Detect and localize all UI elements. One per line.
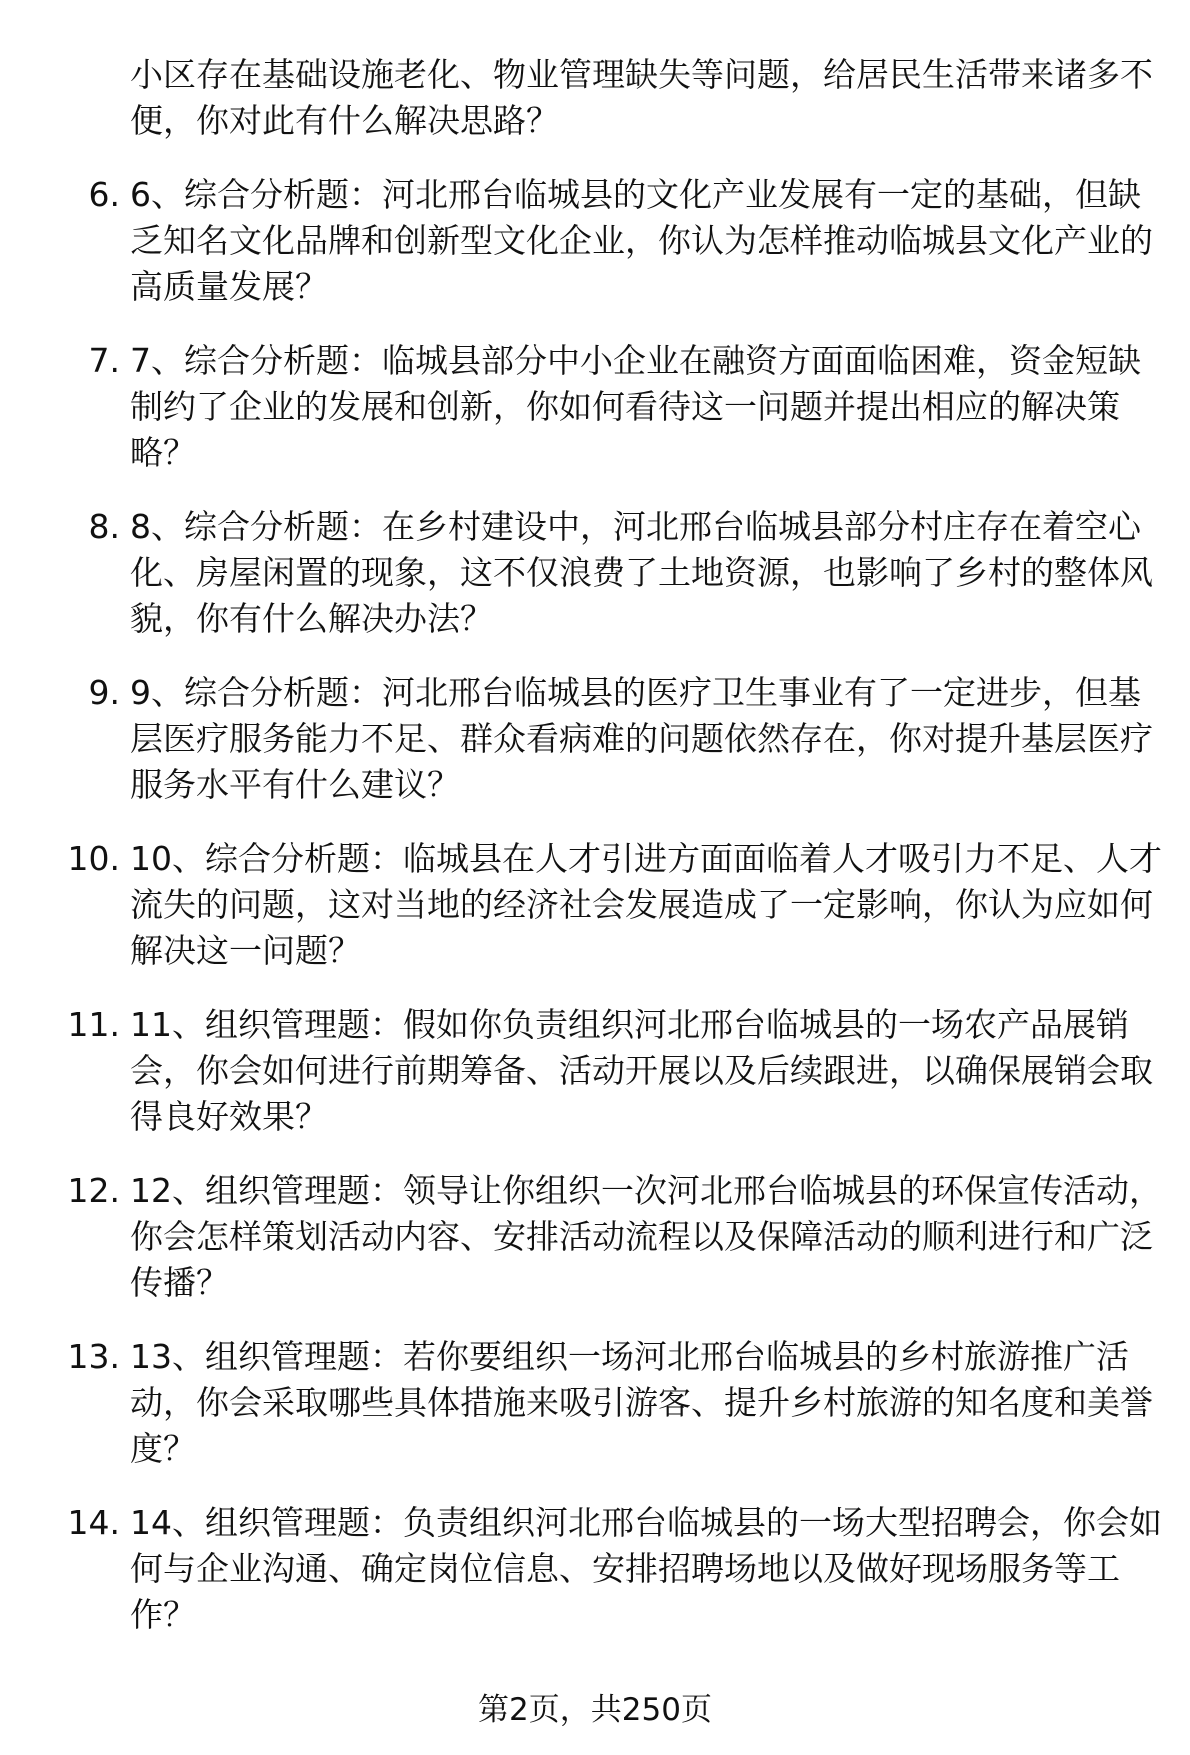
continued-question-text: 小区存在基础设施老化、物业管理缺失等问题，给居民生活带来诸多不便，你对此有什么解决思路？: [130, 55, 1153, 140]
question-list: [0, 172, 1190, 1666]
item-text: 8、综合分析题：在乡村建设中，河北邢台临城县部分村庄存在着空心化、房屋闲置的现象，这不仅浪费了土地资源，也影响了乡村的整体风貌，你有什么解决办法？: [130, 507, 1153, 638]
item-number: 14.: [67, 1503, 120, 1542]
item-text: 10、综合分析题：临城县在人才引进方面面临着人才吸引力不足、人才流失的问题，这对当地的经济社会发展造成了一定影响，你认为应如何解决这一问题？: [130, 839, 1162, 970]
list-item: [0, 1334, 1190, 1472]
list-item: [0, 504, 1190, 642]
item-number: 11.: [67, 1005, 120, 1044]
item-number: 7.: [88, 341, 120, 380]
list-item: [0, 172, 1190, 310]
list-item: [0, 836, 1190, 974]
item-text: 14、组织管理题：负责组织河北邢台临城县的一场大型招聘会，你会如何与企业沟通、确定岗位信息、安排招聘场地以及做好现场服务等工作？: [130, 1503, 1162, 1634]
list-item: [0, 670, 1190, 808]
list-item: [0, 1002, 1190, 1140]
item-text: 7、综合分析题：临城县部分中小企业在融资方面面临困难，资金短缺制约了企业的发展和创新，你如何看待这一问题并提出相应的解决策略？: [130, 341, 1141, 472]
item-text: 12、组织管理题：领导让你组织一次河北邢台临城县的环保宣传活动，你会怎样策划活动内容、安排活动流程以及保障活动的顺利进行和广泛传播？: [130, 1171, 1162, 1302]
item-number: 13.: [67, 1337, 120, 1376]
list-item: [0, 1500, 1190, 1638]
item-text: 13、组织管理题：若你要组织一场河北邢台临城县的乡村旅游推广活动，你会采取哪些具体措施来吸引游客、提升乡村旅游的知名度和美誉度？: [130, 1337, 1153, 1468]
item-text: 6、综合分析题：河北邢台临城县的文化产业发展有一定的基础，但缺乏知名文化品牌和创新型文化企业，你认为怎样推动临城县文化产业的高质量发展？: [130, 175, 1153, 306]
item-number: 10.: [67, 839, 120, 878]
item-number: 9.: [88, 673, 120, 712]
item-number: 8.: [88, 507, 120, 546]
list-item: [0, 1168, 1190, 1306]
page-footer: 第2页，共250页: [478, 1692, 712, 1728]
item-number: 12.: [67, 1171, 120, 1210]
item-text: 9、综合分析题：河北邢台临城县的医疗卫生事业有了一定进步，但基层医疗服务能力不足、群众看病难的问题依然存在，你对提升基层医疗服务水平有什么建议？: [130, 673, 1153, 804]
item-text: 11、组织管理题：假如你负责组织河北邢台临城县的一场农产品展销会，你会如何进行前期筹备、活动开展以及后续跟进，以确保展销会取得良好效果？: [130, 1005, 1153, 1136]
item-number: 6.: [88, 175, 120, 214]
list-item: [0, 338, 1190, 476]
